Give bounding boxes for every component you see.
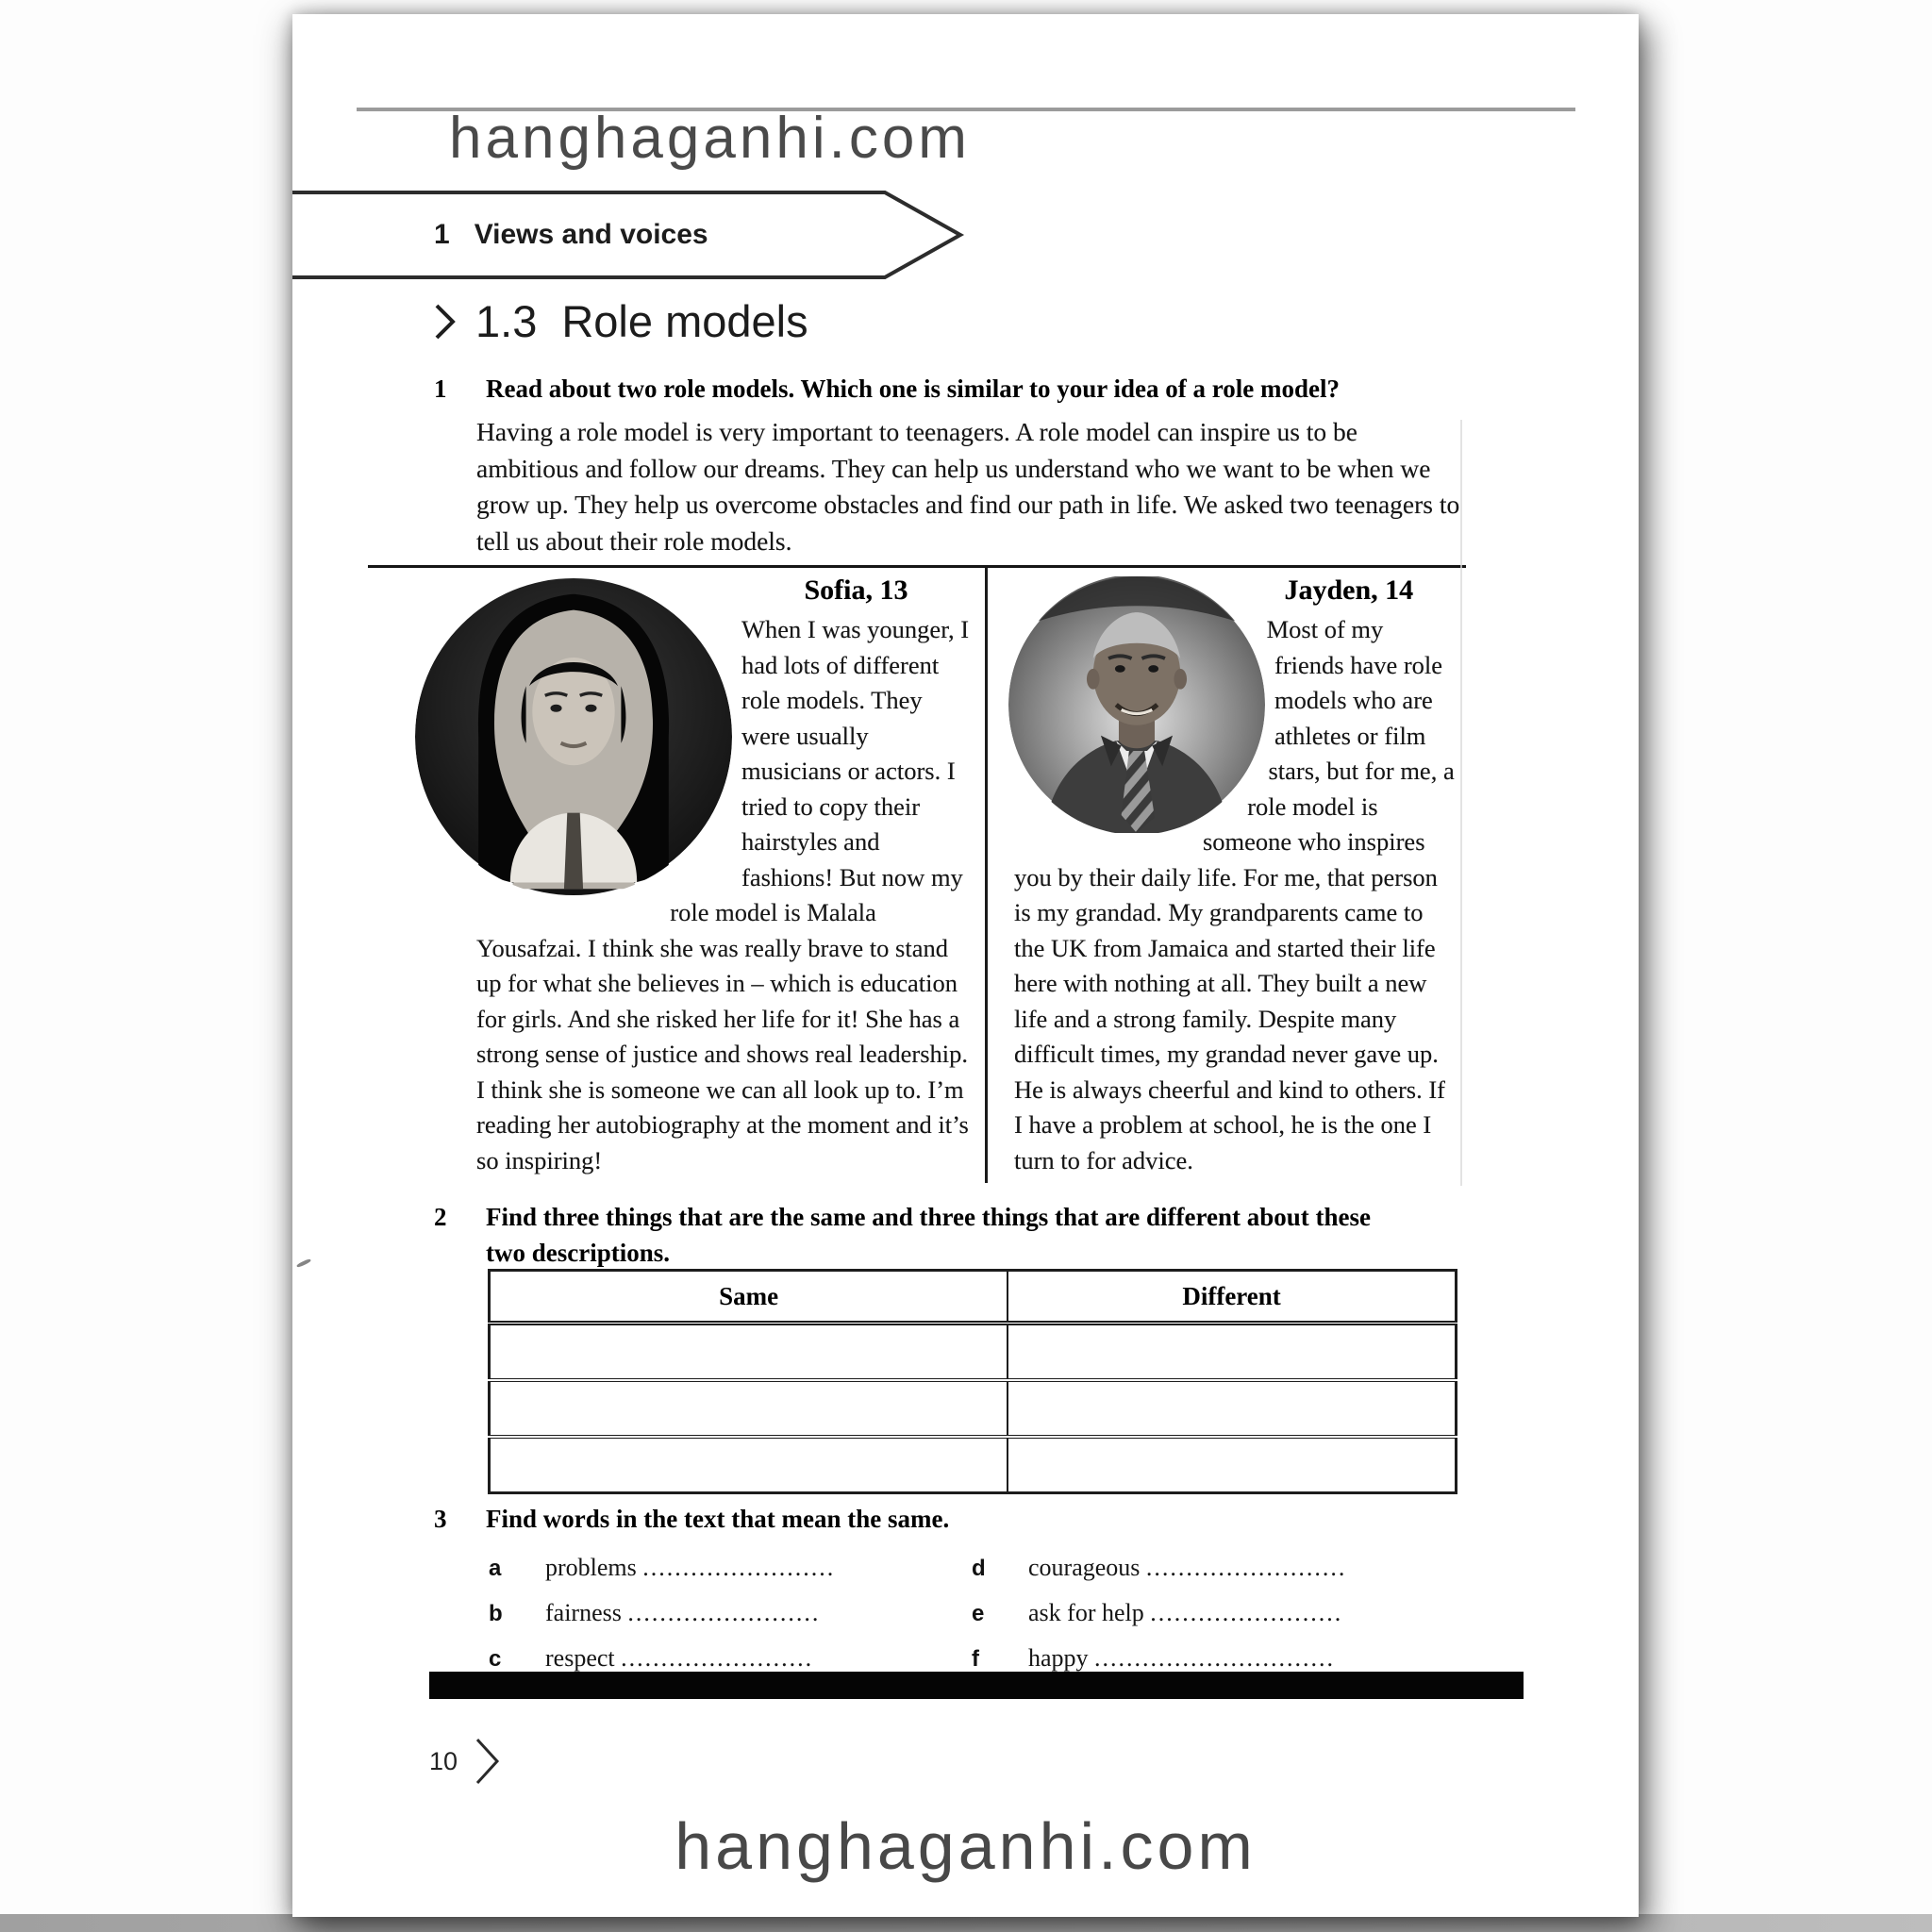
reading-panel-top-border <box>368 565 1466 568</box>
same-different-table <box>488 1269 1457 1494</box>
profile-name: Sofia, 13 <box>804 575 908 606</box>
answer-line: ........................ <box>1150 1599 1343 1626</box>
answer-line: ........................ <box>627 1599 821 1626</box>
answer-cell-same <box>490 1437 1008 1493</box>
exercise-3-instruction: Find words in the text that mean the same. <box>486 1505 950 1533</box>
lesson-number: 1.3 <box>475 296 538 346</box>
scan-artifact-line <box>1460 420 1462 1186</box>
intro-paragraph: Having a role model is very important to teenagers. A role model can inspire us to be ambitious and follow our dreams. They can help us understand who we want to be when we grow up. They help us overcome obstacles and find our path in life. We asked two teenagers to tell us about their role models. <box>476 417 1460 556</box>
page-footer <box>429 1737 501 1786</box>
vocab-item-f: f happy .............................. <box>972 1644 1336 1672</box>
vocab-item-e: e ask for help ........................ <box>972 1599 1343 1626</box>
exercise-1-instruction: Read about two role models. Which one is similar to your idea of a role model? <box>486 375 1341 403</box>
table-header-same: Same <box>490 1271 1008 1324</box>
exercise-3-heading <box>434 1501 949 1537</box>
table-row <box>490 1324 1457 1381</box>
sofia-photo <box>415 576 732 897</box>
answer-cell-different <box>1008 1437 1456 1493</box>
reading-panel-column-divider <box>985 568 988 1183</box>
table-row <box>490 1380 1457 1437</box>
answer-line: ......................... <box>1145 1554 1347 1581</box>
profile-jayden <box>1014 573 1457 1178</box>
lesson-heading <box>434 295 808 347</box>
answer-line: .............................. <box>1094 1644 1336 1672</box>
scanned-workbook-page <box>292 14 1639 1917</box>
smiling-older-man-portrait-icon <box>1008 575 1265 835</box>
vocab-item-b: b fairness ........................ <box>489 1599 821 1626</box>
profile-text: When I was younger, I had lots of different role models. They were usually musicians or actors. I tried to copy their hairstyles and fashions! But now my role model is Malala Yousafzai. I think she was really brave to stand up for what she believes in – which is education for girls. And she risked her life for it! She has a strong sense of justice and shows real leadership. I think she is someone we can all look up to. I’m reading her autobiography at the moment and it’s so inspiring! <box>476 615 970 1174</box>
answer-line: ........................ <box>621 1644 814 1672</box>
exercise-2-heading <box>434 1199 1371 1235</box>
unit-title: Views and voices <box>474 219 708 250</box>
watermark-top: hanghaganhi.com <box>449 106 971 171</box>
unit-banner <box>434 190 708 280</box>
exercise-2-instruction-line-1: Find three things that are the same and three things that are different about these <box>486 1203 1371 1231</box>
exercise-1-heading <box>434 371 1340 407</box>
profile-sofia <box>476 573 971 1178</box>
page-number: 10 <box>429 1746 458 1775</box>
exercise-2-instruction-line-2: two descriptions. <box>486 1239 670 1267</box>
jayden-photo <box>1008 575 1265 835</box>
answer-line: ........................ <box>642 1554 836 1581</box>
scan-stray-mark <box>296 1258 311 1268</box>
watermark-bottom: hanghaganhi.com <box>675 1809 1257 1883</box>
exercise-3-number: 3 <box>434 1505 447 1533</box>
lesson-title: Role models <box>561 296 808 346</box>
footer-black-bar <box>429 1672 1524 1699</box>
chevron-right-icon <box>434 303 457 341</box>
table-row <box>490 1437 1457 1493</box>
vocab-item-c: c respect ........................ <box>489 1644 814 1672</box>
unit-number: 1 <box>434 219 450 250</box>
girl-with-headscarf-portrait-icon <box>415 576 732 897</box>
profile-text: Most of my friends have role models who are athletes or film stars, but for me, a role model is someone who inspires you by their daily life. For me, that person is my grandad. My grandparents came to the UK from Jamaica and started their life here with nothing at all. They built a new life and a strong family. Despite many difficult times, my grandad never gave up. He is always cheerful and kind to others. If I have a problem at school, he is the one I turn to for advice. <box>1014 615 1455 1174</box>
exercise-1-number: 1 <box>434 375 447 403</box>
exercise-2-number: 2 <box>434 1203 447 1231</box>
answer-cell-same <box>490 1380 1008 1437</box>
vocab-item-a: a problems ........................ <box>489 1554 836 1581</box>
answer-cell-different <box>1008 1380 1456 1437</box>
answer-cell-same <box>490 1324 1008 1381</box>
vocab-items-left-column <box>489 1554 835 1690</box>
answer-cell-different <box>1008 1324 1456 1381</box>
chevron-right-icon <box>475 1737 501 1786</box>
table-header-different: Different <box>1008 1271 1456 1324</box>
vocab-items-right-column <box>972 1554 1346 1690</box>
vocab-item-d: d courageous ......................... <box>972 1554 1347 1581</box>
profile-name: Jayden, 14 <box>1284 575 1414 606</box>
